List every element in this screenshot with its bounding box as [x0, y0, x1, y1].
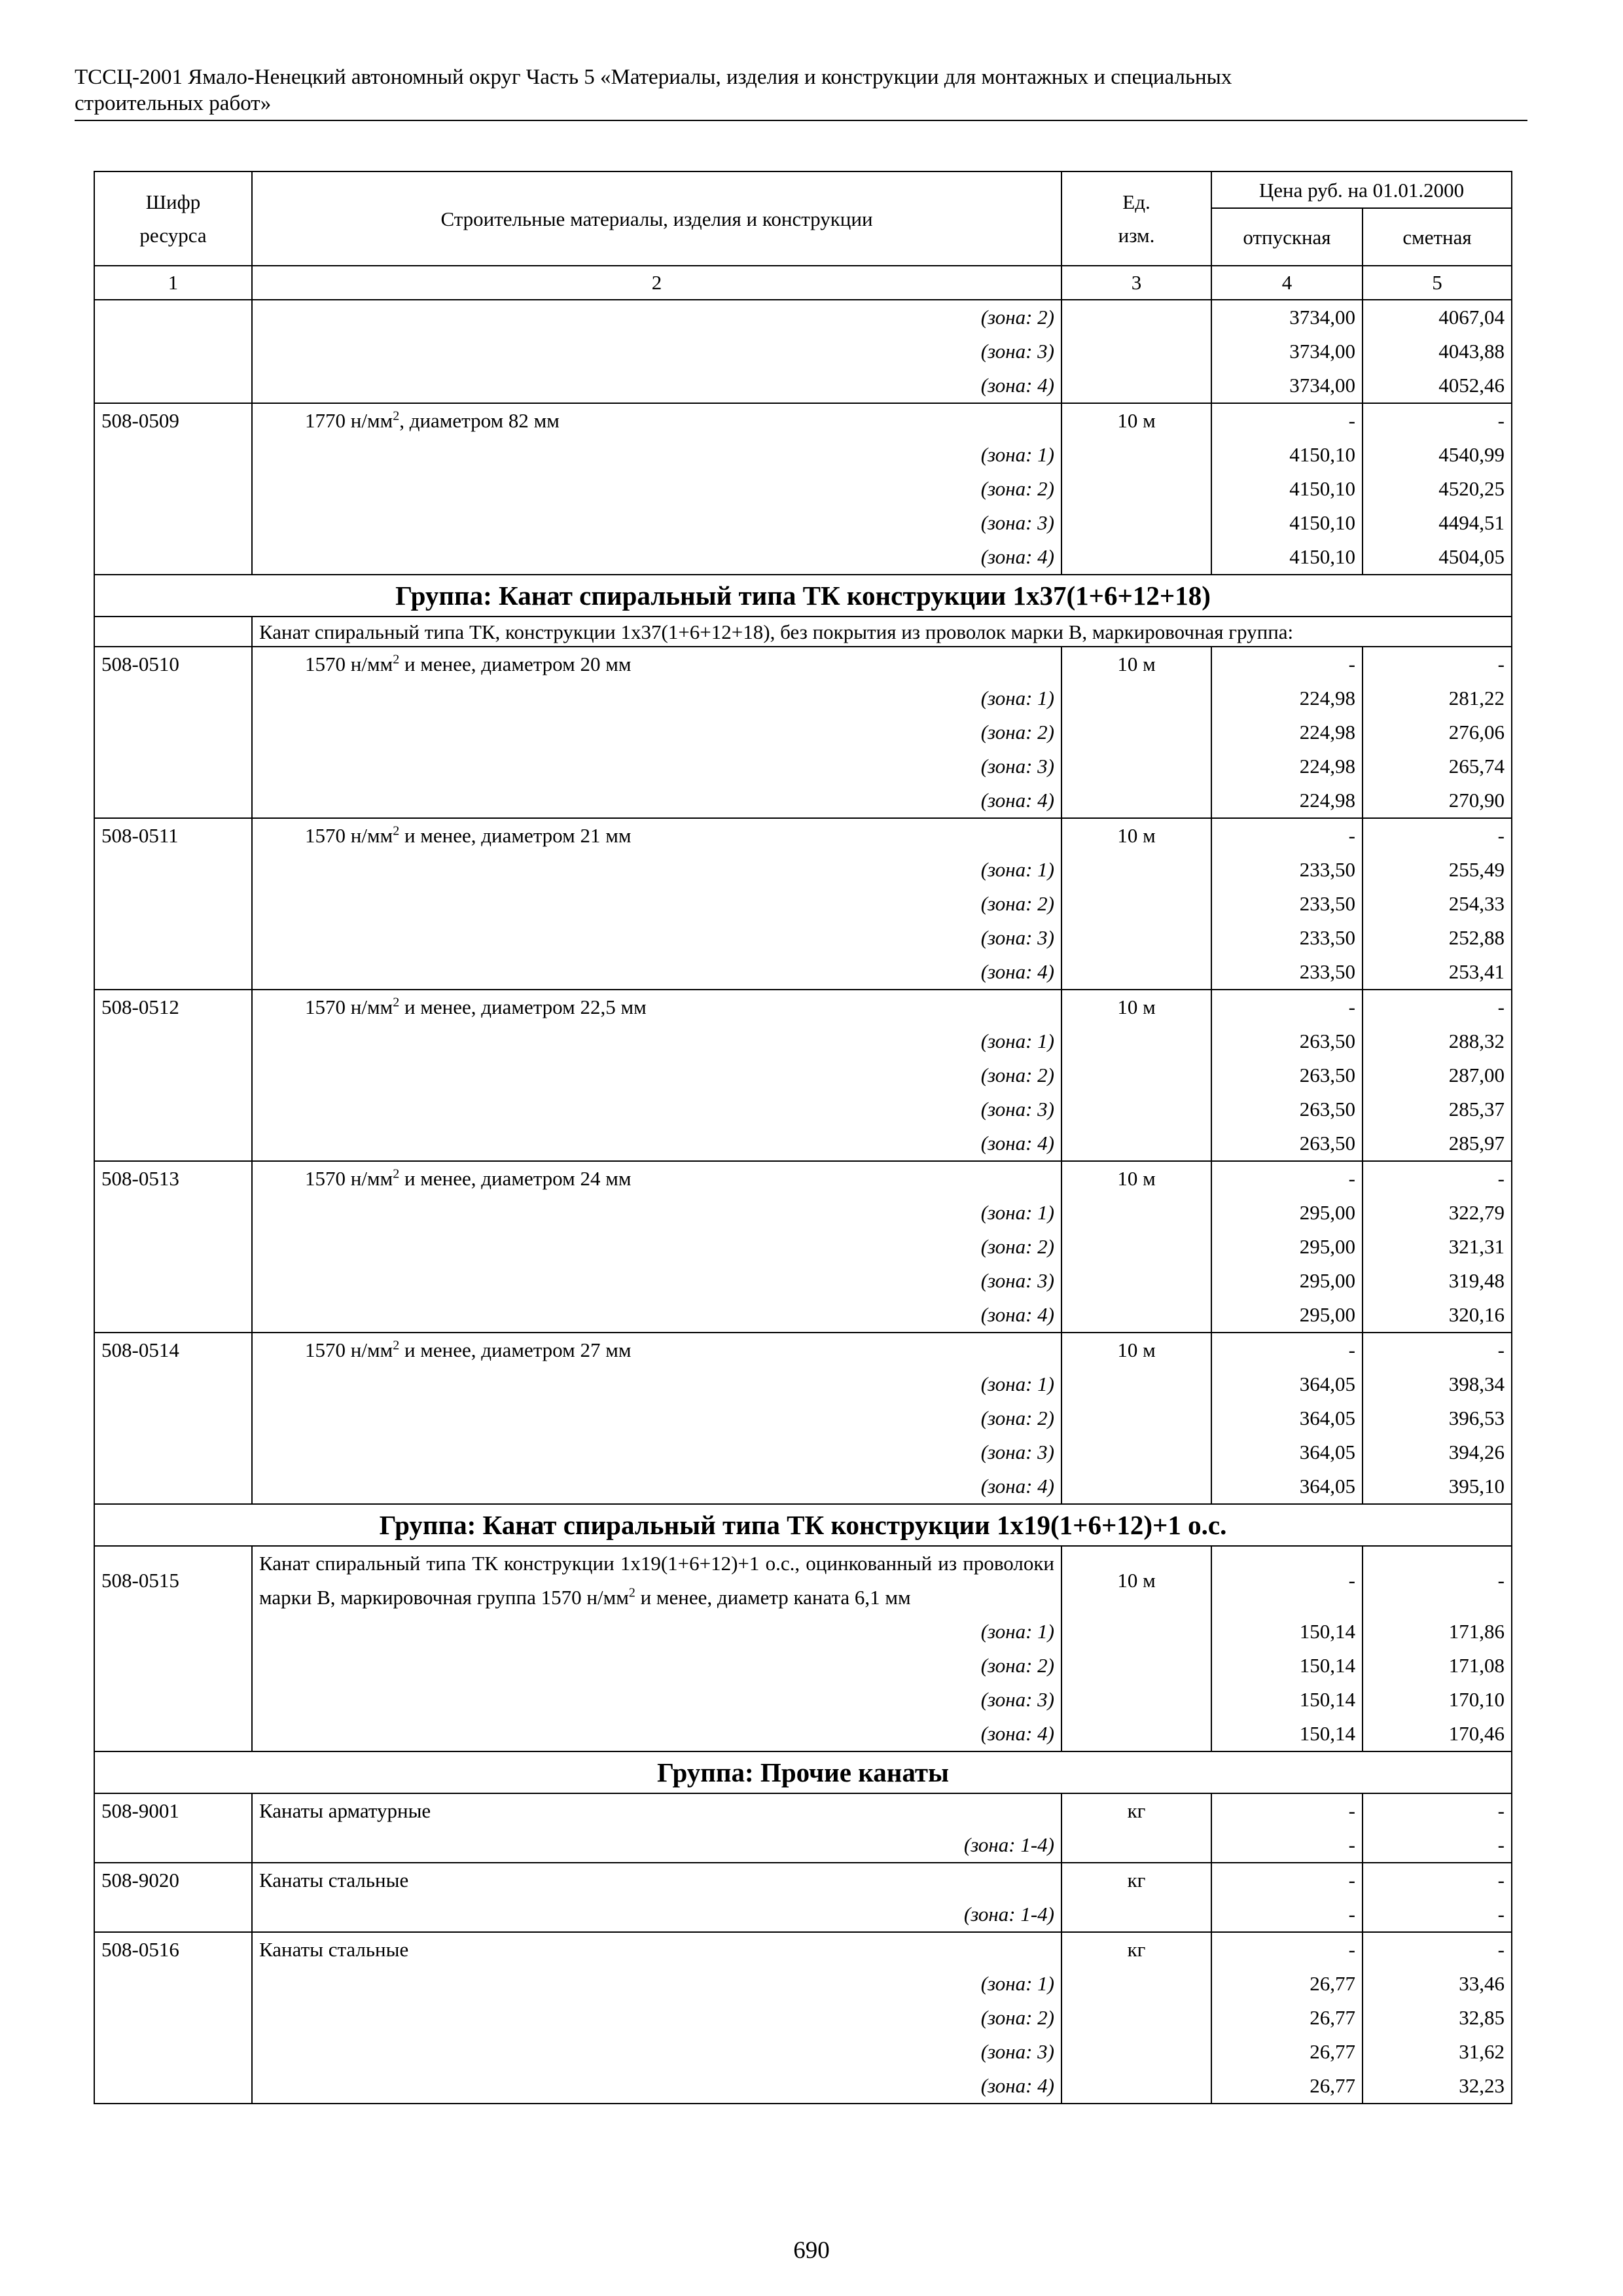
- zone-label: (зона: 3): [252, 506, 1061, 540]
- release-price: 26,77: [1211, 1967, 1363, 2001]
- table-row: [94, 1435, 1512, 1469]
- group-heading-row: [94, 1751, 1512, 1793]
- release-price: 364,05: [1211, 1469, 1363, 1504]
- unit: 10 м: [1061, 647, 1211, 681]
- estimate-price: 395,10: [1363, 1469, 1512, 1504]
- table-row: [94, 1828, 1512, 1863]
- release-price: -: [1211, 647, 1363, 681]
- zone-label: (зона: 2): [252, 300, 1061, 334]
- release-price: -: [1211, 403, 1363, 438]
- release-price: -: [1211, 1161, 1363, 1196]
- estimate-price: 287,00: [1363, 1058, 1512, 1092]
- col-header-unit: [1061, 171, 1211, 266]
- estimate-price: 276,06: [1363, 715, 1512, 749]
- zone-label: (зона: 2): [252, 472, 1061, 506]
- table-row: [94, 540, 1512, 575]
- unit: 10 м: [1061, 818, 1211, 853]
- release-price: 263,50: [1211, 1024, 1363, 1058]
- estimate-price: -: [1363, 990, 1512, 1024]
- estimate-price: 322,79: [1363, 1196, 1512, 1230]
- estimate-price: 32,23: [1363, 2069, 1512, 2104]
- release-price: 233,50: [1211, 887, 1363, 921]
- item-description: Канаты стальные: [252, 1863, 1061, 1897]
- estimate-price: 33,46: [1363, 1967, 1512, 2001]
- table-row: [94, 2035, 1512, 2069]
- table-row: [94, 1230, 1512, 1264]
- zone-label: (зона: 2): [252, 1649, 1061, 1683]
- table-row: [94, 2069, 1512, 2104]
- table-row: [94, 1367, 1512, 1401]
- estimate-price: 253,41: [1363, 955, 1512, 990]
- release-price: 26,77: [1211, 2001, 1363, 2035]
- zone-label: (зона: 3): [252, 1683, 1061, 1717]
- release-price: 263,50: [1211, 1126, 1363, 1161]
- price-table: [94, 171, 1512, 2104]
- release-price: -: [1211, 1932, 1363, 1967]
- item-description: Канаты стальные: [252, 1932, 1061, 1967]
- table-row: [94, 368, 1512, 403]
- table-row: [94, 506, 1512, 540]
- col-number: 1: [94, 266, 252, 300]
- table-row: [94, 472, 1512, 506]
- zone-label: (зона: 1): [252, 853, 1061, 887]
- release-price: 26,77: [1211, 2035, 1363, 2069]
- estimate-price: 4494,51: [1363, 506, 1512, 540]
- estimate-price: -: [1363, 1793, 1512, 1828]
- release-price: 295,00: [1211, 1196, 1363, 1230]
- col-header-unit-line2: изм.: [1118, 224, 1155, 247]
- unit: 10 м: [1061, 1161, 1211, 1196]
- release-price: -: [1211, 1828, 1363, 1863]
- table-row: [94, 1024, 1512, 1058]
- item-description: 1570 $н/мм^2$ и менее, диаметром 21 мм: [252, 818, 1061, 853]
- estimate-price: 171,86: [1363, 1615, 1512, 1649]
- unit: кг: [1061, 1793, 1211, 1828]
- table-row: [94, 1196, 1512, 1230]
- release-price: 233,50: [1211, 853, 1363, 887]
- resource-code: 508-0509: [94, 403, 252, 438]
- header-line-2: строительных работ»: [75, 92, 272, 115]
- table-row: [94, 1126, 1512, 1161]
- zone-label: (зона: 3): [252, 1435, 1061, 1469]
- zone-label: (зона: 1): [252, 681, 1061, 715]
- col-header-estimate: сметная: [1363, 208, 1512, 266]
- col-header-unit-line1: Ед.: [1122, 190, 1150, 213]
- table-row: [94, 1333, 1512, 1367]
- estimate-price: 321,31: [1363, 1230, 1512, 1264]
- table-row: [94, 300, 1512, 334]
- release-price: 150,14: [1211, 1717, 1363, 1751]
- zone-label: (зона: 4): [252, 1717, 1061, 1751]
- resource-code: 508-0515: [94, 1546, 252, 1615]
- zone-label: (зона: 1): [252, 438, 1061, 472]
- estimate-price: 394,26: [1363, 1435, 1512, 1469]
- group-heading: Группа: Канат спиральный типа ТК конструкции 1х19(1+6+12)+1 о.с.: [94, 1504, 1512, 1546]
- zone-label: (зона: 1-4): [252, 1897, 1061, 1932]
- estimate-price: -: [1363, 1863, 1512, 1897]
- estimate-price: -: [1363, 647, 1512, 681]
- estimate-price: 252,88: [1363, 921, 1512, 955]
- release-price: -: [1211, 1897, 1363, 1932]
- estimate-price: 285,97: [1363, 1126, 1512, 1161]
- group-heading: Группа: Канат спиральный типа ТК конструкции 1х37(1+6+12+18): [94, 575, 1512, 617]
- table-row: [94, 1161, 1512, 1196]
- release-price: 224,98: [1211, 783, 1363, 818]
- estimate-price: 288,32: [1363, 1024, 1512, 1058]
- table-row: [94, 1932, 1512, 1967]
- release-price: 295,00: [1211, 1298, 1363, 1333]
- estimate-price: -: [1363, 1161, 1512, 1196]
- resource-code: 508-9001: [94, 1793, 252, 1828]
- release-price: 233,50: [1211, 921, 1363, 955]
- item-description: 1770 $н/мм^2$, диаметром 82 мм: [252, 403, 1061, 438]
- zone-label: (зона: 1-4): [252, 1828, 1061, 1863]
- table-row: [94, 749, 1512, 783]
- estimate-price: -: [1363, 1546, 1512, 1615]
- zone-label: (зона: 3): [252, 2035, 1061, 2069]
- table-row: [94, 853, 1512, 887]
- table-row: [94, 681, 1512, 715]
- unit: кг: [1061, 1863, 1211, 1897]
- release-price: -: [1211, 1546, 1363, 1615]
- zone-label: (зона: 4): [252, 1126, 1061, 1161]
- zone-label: (зона: 1): [252, 1196, 1061, 1230]
- item-description: 1570 $н/мм^2$ и менее, диаметром 27 мм: [252, 1333, 1061, 1367]
- table-row: [94, 1401, 1512, 1435]
- release-price: 364,05: [1211, 1401, 1363, 1435]
- col-header-price: Цена руб. на 01.01.2000: [1211, 171, 1512, 208]
- header-line-1: ТССЦ-2001 Ямало-Ненецкий автономный округ Часть 5 «Материалы, изделия и конструкции для монтажных и специальных: [75, 65, 1232, 89]
- table-row: [94, 1469, 1512, 1504]
- zone-label: (зона: 2): [252, 715, 1061, 749]
- resource-code: 508-0512: [94, 990, 252, 1024]
- zone-label: (зона: 2): [252, 1230, 1061, 1264]
- release-price: -: [1211, 990, 1363, 1024]
- table-row: [94, 921, 1512, 955]
- release-price: 3734,00: [1211, 368, 1363, 403]
- table-row: [94, 715, 1512, 749]
- zone-label: (зона: 2): [252, 1401, 1061, 1435]
- group-note-row: [94, 617, 1512, 647]
- col-header-code-line1: Шифр: [145, 190, 201, 213]
- release-price: -: [1211, 1333, 1363, 1367]
- release-price: 4150,10: [1211, 540, 1363, 575]
- release-price: 233,50: [1211, 955, 1363, 990]
- table-row: [94, 403, 1512, 438]
- col-number: 2: [252, 266, 1061, 300]
- group-note: Канат спиральный типа ТК, конструкции 1х37(1+6+12+18), без покрытия из проволок марки В, маркировочная группа:: [252, 617, 1512, 647]
- resource-code: 508-0510: [94, 647, 252, 681]
- table-row: [94, 1649, 1512, 1683]
- item-description: 1570 $н/мм^2$ и менее, диаметром 24 мм: [252, 1161, 1061, 1196]
- estimate-price: 398,34: [1363, 1367, 1512, 1401]
- estimate-price: -: [1363, 1897, 1512, 1932]
- estimate-price: 4043,88: [1363, 334, 1512, 368]
- table-row: [94, 887, 1512, 921]
- col-header-code: [94, 171, 252, 266]
- item-description: 1570 $н/мм^2$ и менее, диаметром 22,5 мм: [252, 990, 1061, 1024]
- release-price: 263,50: [1211, 1092, 1363, 1126]
- resource-code: 508-0513: [94, 1161, 252, 1196]
- release-price: 295,00: [1211, 1230, 1363, 1264]
- zone-label: (зона: 2): [252, 887, 1061, 921]
- col-header-release: отпускная: [1211, 208, 1363, 266]
- zone-label: (зона: 4): [252, 1469, 1061, 1504]
- release-price: 4150,10: [1211, 438, 1363, 472]
- table-row: [94, 1897, 1512, 1932]
- unit: 10 м: [1061, 1546, 1211, 1615]
- table-row: [94, 647, 1512, 681]
- release-price: 364,05: [1211, 1367, 1363, 1401]
- unit: 10 м: [1061, 403, 1211, 438]
- estimate-price: -: [1363, 1333, 1512, 1367]
- unit: кг: [1061, 1932, 1211, 1967]
- page-number: 690: [793, 2237, 830, 2264]
- release-price: 150,14: [1211, 1649, 1363, 1683]
- table-row: [94, 1546, 1512, 1615]
- zone-label: (зона: 1): [252, 1615, 1061, 1649]
- zone-label: (зона: 4): [252, 783, 1061, 818]
- release-price: -: [1211, 818, 1363, 853]
- release-price: 150,14: [1211, 1615, 1363, 1649]
- release-price: 4150,10: [1211, 472, 1363, 506]
- estimate-price: 32,85: [1363, 2001, 1512, 2035]
- table-row: [94, 1264, 1512, 1298]
- table-row: [94, 818, 1512, 853]
- estimate-price: 31,62: [1363, 2035, 1512, 2069]
- resource-code: 508-0516: [94, 1932, 252, 1967]
- estimate-price: 265,74: [1363, 749, 1512, 783]
- zone-label: (зона: 3): [252, 1092, 1061, 1126]
- group-heading: Группа: Прочие канаты: [94, 1751, 1512, 1793]
- estimate-price: 4067,04: [1363, 300, 1512, 334]
- table-row: [94, 990, 1512, 1024]
- group-heading-row: [94, 575, 1512, 617]
- table-row: [94, 1058, 1512, 1092]
- zone-label: (зона: 3): [252, 921, 1061, 955]
- release-price: 4150,10: [1211, 506, 1363, 540]
- estimate-price: -: [1363, 1828, 1512, 1863]
- zone-label: (зона: 4): [252, 1298, 1061, 1333]
- estimate-price: 270,90: [1363, 783, 1512, 818]
- release-price: -: [1211, 1863, 1363, 1897]
- release-price: 224,98: [1211, 681, 1363, 715]
- item-description: Канаты арматурные: [252, 1793, 1061, 1828]
- zone-label: (зона: 2): [252, 2001, 1061, 2035]
- col-number: 3: [1061, 266, 1211, 300]
- table-row: [94, 1863, 1512, 1897]
- zone-label: (зона: 1): [252, 1367, 1061, 1401]
- zone-label: (зона: 4): [252, 368, 1061, 403]
- estimate-price: 320,16: [1363, 1298, 1512, 1333]
- estimate-price: 4540,99: [1363, 438, 1512, 472]
- zone-label: (зона: 3): [252, 334, 1061, 368]
- table-row: [94, 955, 1512, 990]
- table-row: [94, 1683, 1512, 1717]
- zone-label: (зона: 4): [252, 955, 1061, 990]
- estimate-price: 170,46: [1363, 1717, 1512, 1751]
- zone-label: (зона: 1): [252, 1024, 1061, 1058]
- zone-label: (зона: 2): [252, 1058, 1061, 1092]
- estimate-price: -: [1363, 1932, 1512, 1967]
- group-heading-row: [94, 1504, 1512, 1546]
- item-description: 1570 $н/мм^2$ и менее, диаметром 20 мм: [252, 647, 1061, 681]
- table-row: [94, 783, 1512, 818]
- release-price: 224,98: [1211, 749, 1363, 783]
- item-description: Канат спиральный типа ТК конструкции 1х19(1+6+12)+1 о.с., оцинкованный из проволоки марки В, маркировочная группа 1570 $н/мм^2$ и менее, диаметр каната 6,1 мм: [252, 1546, 1061, 1615]
- table-row: [94, 1967, 1512, 2001]
- zone-label: (зона: 1): [252, 1967, 1061, 2001]
- estimate-price: 396,53: [1363, 1401, 1512, 1435]
- estimate-price: 4052,46: [1363, 368, 1512, 403]
- estimate-price: 281,22: [1363, 681, 1512, 715]
- estimate-price: -: [1363, 403, 1512, 438]
- estimate-price: 255,49: [1363, 853, 1512, 887]
- unit: 10 м: [1061, 1333, 1211, 1367]
- estimate-price: 170,10: [1363, 1683, 1512, 1717]
- zone-label: (зона: 4): [252, 540, 1061, 575]
- table-row: [94, 438, 1512, 472]
- resource-code: 508-0511: [94, 818, 252, 853]
- table-row: [94, 1793, 1512, 1828]
- release-price: 150,14: [1211, 1683, 1363, 1717]
- estimate-price: 319,48: [1363, 1264, 1512, 1298]
- table-row: [94, 2001, 1512, 2035]
- zone-label: (зона: 3): [252, 1264, 1061, 1298]
- table-row: [94, 1615, 1512, 1649]
- estimate-price: 4504,05: [1363, 540, 1512, 575]
- col-header-name: Строительные материалы, изделия и конструкции: [252, 171, 1061, 266]
- estimate-price: -: [1363, 818, 1512, 853]
- resource-code: 508-0514: [94, 1333, 252, 1367]
- estimate-price: 171,08: [1363, 1649, 1512, 1683]
- table-row: [94, 1298, 1512, 1333]
- release-price: 263,50: [1211, 1058, 1363, 1092]
- release-price: 364,05: [1211, 1435, 1363, 1469]
- estimate-price: 254,33: [1363, 887, 1512, 921]
- release-price: 3734,00: [1211, 334, 1363, 368]
- release-price: 26,77: [1211, 2069, 1363, 2104]
- zone-label: (зона: 3): [252, 749, 1061, 783]
- release-price: 224,98: [1211, 715, 1363, 749]
- release-price: 295,00: [1211, 1264, 1363, 1298]
- unit: 10 м: [1061, 990, 1211, 1024]
- zone-label: (зона: 4): [252, 2069, 1061, 2104]
- running-header: [75, 64, 1527, 117]
- table-row: [94, 1717, 1512, 1751]
- release-price: -: [1211, 1793, 1363, 1828]
- header-rule: [75, 120, 1527, 121]
- col-number: 5: [1363, 266, 1512, 300]
- col-header-code-line2: ресурса: [139, 224, 207, 247]
- estimate-price: 285,37: [1363, 1092, 1512, 1126]
- table-row: [94, 334, 1512, 368]
- col-number: 4: [1211, 266, 1363, 300]
- table-row: [94, 1092, 1512, 1126]
- estimate-price: 4520,25: [1363, 472, 1512, 506]
- release-price: 3734,00: [1211, 300, 1363, 334]
- resource-code: 508-9020: [94, 1863, 252, 1897]
